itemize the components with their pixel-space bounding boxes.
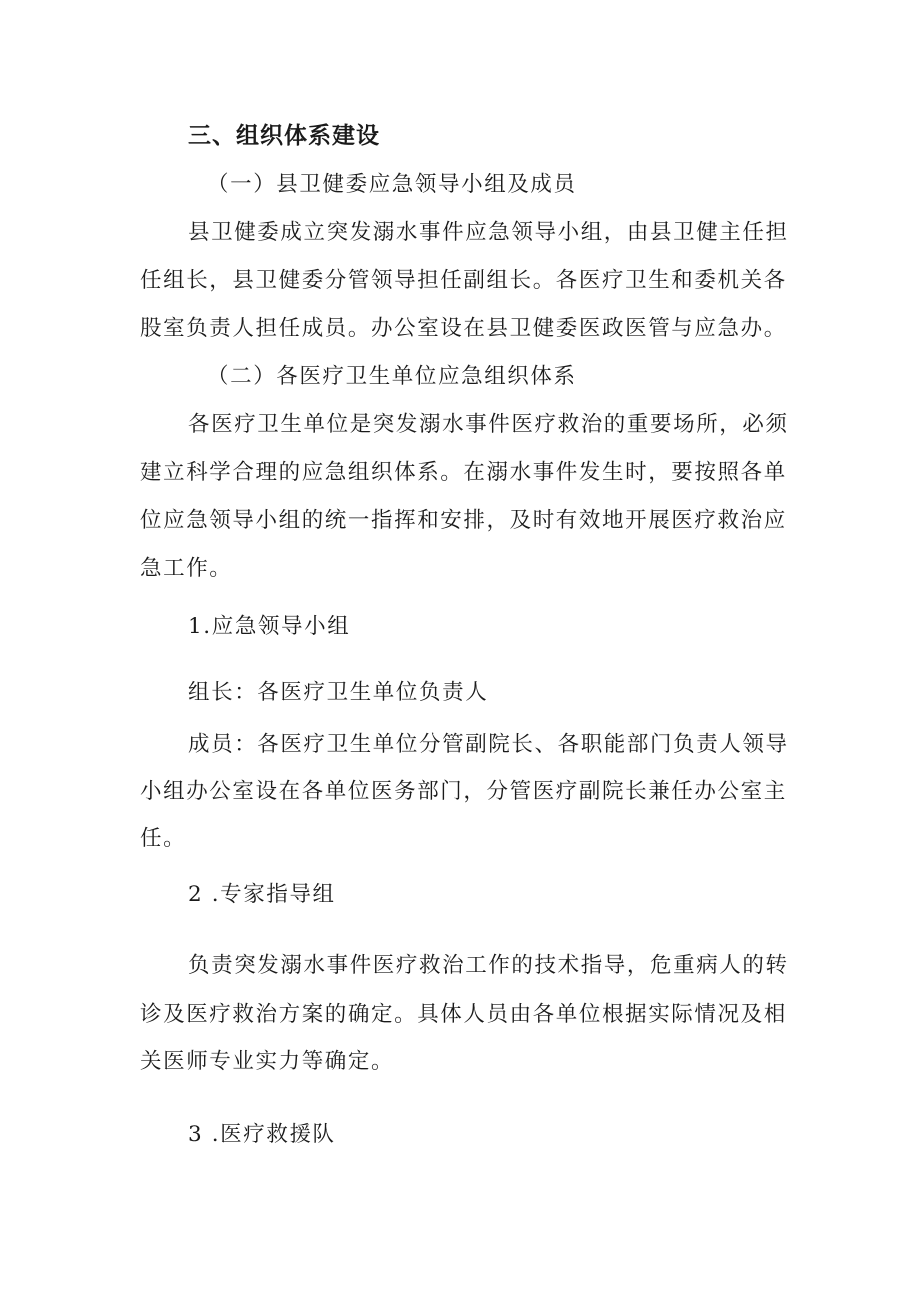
item-2-para-line: 诊及医疗救治方案的确定。具体人员由各单位根据实际情况及相 [140, 1002, 787, 1027]
subsection-1-para-line: 任组长，县卫健委分管领导担任副组长。各医疗卫生和委机关各 [140, 268, 787, 293]
subsection-2-title: （二）各医疗卫生单位应急组织体系 [207, 364, 577, 389]
subsection-1-para-line: 县卫健委成立突发溺水事件应急领导小组，由县卫健主任担 [188, 220, 789, 245]
subsection-1-title: （一）县卫健委应急领导小组及成员 [207, 172, 577, 197]
subsection-2-para-line: 各医疗卫生单位是突发溺水事件医疗救治的重要场所，必须 [188, 412, 789, 437]
item-1-members-line: 小组办公室设在各单位医务部门，分管医疗副院长兼任办公室主 [140, 779, 787, 804]
subsection-1-para-line: 股室负责人担任成员。办公室设在县卫健委医政医管与应急办。 [140, 316, 787, 341]
item-1-title: 1.应急领导小组 [188, 614, 351, 639]
subsection-2-para-line: 急工作。 [140, 556, 233, 581]
subsection-2-para-line: 建立科学合理的应急组织体系。在溺水事件发生时，要按照各单 [140, 460, 787, 485]
item-2-para-line: 关医师专业实力等确定。 [140, 1049, 395, 1074]
item-1-members-line: 成员：各医疗卫生单位分管副院长、各职能部门负责人领导 [188, 732, 789, 757]
item-2-para-line: 负责突发溺水事件医疗救治工作的技术指导，危重病人的转 [188, 953, 789, 978]
item-3-title: 3 .医疗救援队 [188, 1122, 336, 1147]
section-heading: 三、组织体系建设 [188, 123, 380, 149]
item-1-leader: 组长：各医疗卫生单位负责人 [188, 680, 489, 705]
subsection-2-para-line: 位应急领导小组的统一指挥和安排，及时有效地开展医疗救治应 [140, 508, 787, 533]
item-1-members-line: 任。 [140, 826, 187, 851]
item-2-title: 2 .专家指导组 [188, 882, 336, 907]
